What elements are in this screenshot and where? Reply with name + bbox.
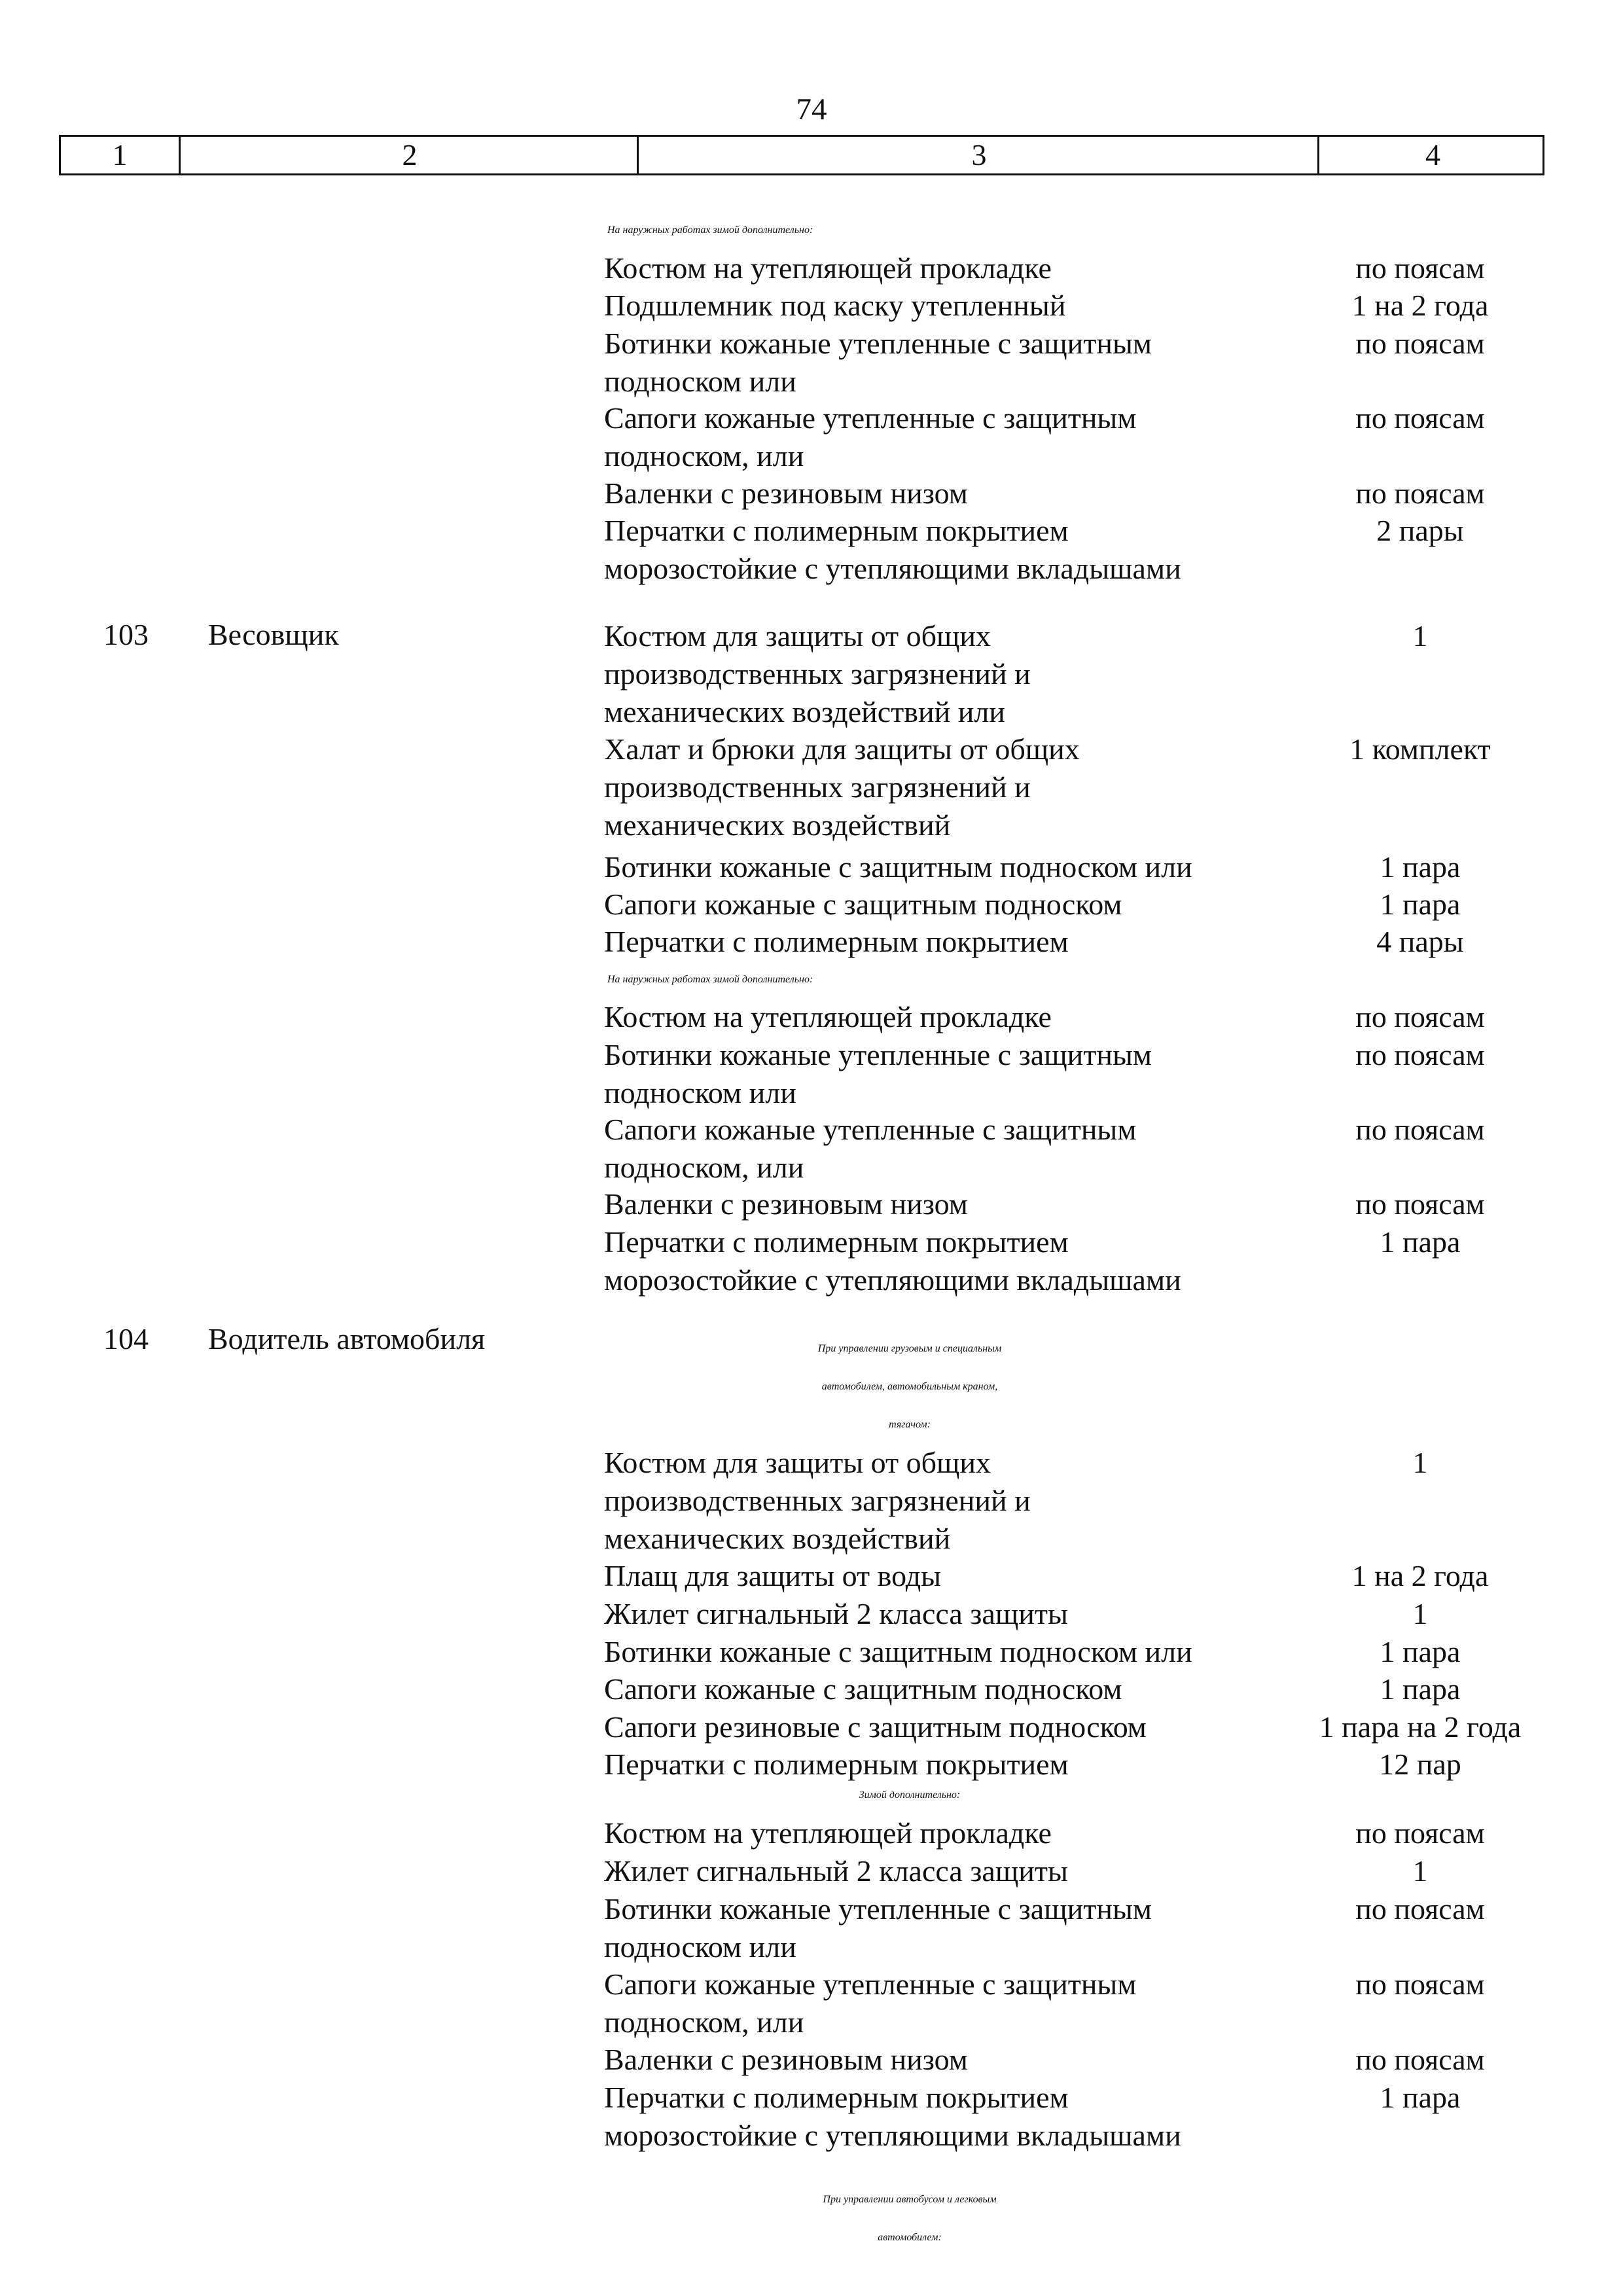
- item-name: [604, 1852, 1272, 1890]
- item-line: Перчатки с полимерным покрытием: [604, 514, 1069, 547]
- item-line: Ботинки кожаные утепленные с защитным: [604, 1038, 1152, 1071]
- item-name: [604, 287, 1272, 325]
- item-line: Валенки с резиновым низом: [604, 1187, 968, 1221]
- item-line: морозостойкие с утепляющими вкладышами: [604, 2119, 1181, 2152]
- item-quantity: 1 пара на 2 года: [1319, 1710, 1522, 1744]
- column-header-4: 4: [1317, 137, 1546, 173]
- item-name: [604, 886, 1272, 924]
- item-name: [604, 1111, 1272, 1187]
- item-line: Перчатки с полимерным покрытием: [604, 925, 1069, 958]
- item-quantity: 12 пар: [1379, 1748, 1461, 1781]
- item-quantity: по поясам: [1355, 1816, 1485, 1850]
- item-name: [604, 1746, 1272, 1784]
- section-heading: На наружных работах зимой дополнительно:: [607, 224, 813, 236]
- item-line: Костюм на утепляющей прокладке: [604, 251, 1052, 285]
- item-line: Костюм на утепляющей прокладке: [604, 1816, 1052, 1850]
- item-line: подноском, или: [604, 439, 804, 473]
- item-name: [604, 923, 1272, 961]
- item-line: Костюм для защиты от общих: [604, 619, 991, 653]
- item-quantity: 1: [1412, 1854, 1428, 1888]
- item-name: [604, 730, 1272, 844]
- item-name: [604, 1708, 1272, 1746]
- item-line: механических воздействий: [604, 1522, 951, 1555]
- item-line: морозостойкие с утепляющими вкладышами: [604, 1263, 1181, 1297]
- section-heading: автомобилем:: [878, 2232, 942, 2243]
- item-line: механических воздействий: [604, 808, 951, 842]
- item-quantity: по поясам: [1355, 1187, 1485, 1221]
- item-line: Валенки с резиновым низом: [604, 476, 968, 510]
- item-line: Сапоги кожаные с защитным подноском: [604, 1672, 1122, 1706]
- item-quantity: 1 пара: [1380, 1672, 1461, 1706]
- item-quantity: 1 на 2 года: [1351, 1559, 1489, 1592]
- item-quantity: по поясам: [1355, 2043, 1485, 2076]
- item-name: [604, 1670, 1272, 1708]
- item-line: Жилет сигнальный 2 класса защиты: [604, 1854, 1068, 1888]
- item-quantity: по поясам: [1355, 1038, 1485, 1071]
- item-quantity: по поясам: [1355, 251, 1485, 285]
- item-name: [604, 512, 1272, 588]
- profession-name: Водитель автомобиля: [208, 1322, 486, 1355]
- item-quantity: 2 пары: [1376, 514, 1464, 547]
- profession-number: 103: [103, 618, 149, 651]
- item-line: Сапоги кожаные утепленные с защитным: [604, 401, 1137, 435]
- item-quantity: по поясам: [1355, 476, 1485, 510]
- page-number: 74: [796, 92, 827, 126]
- item-line: подноском или: [604, 365, 796, 398]
- item-line: Ботинки кожаные с защитным подноском или: [604, 850, 1192, 884]
- item-name: [604, 249, 1272, 287]
- item-line: Ботинки кожаные утепленные с защитным: [604, 327, 1152, 360]
- item-quantity: по поясам: [1355, 1000, 1485, 1033]
- item-line: подноском или: [604, 1076, 796, 1109]
- item-line: подноском или: [604, 1930, 796, 1964]
- item-line: производственных загрязнений и: [604, 770, 1031, 804]
- section-heading: При управлении грузовым и специальным: [817, 1343, 1002, 1354]
- item-quantity: 4 пары: [1376, 925, 1464, 958]
- item-line: Костюм на утепляющей прокладке: [604, 1000, 1052, 1033]
- item-quantity: 1: [1412, 1597, 1428, 1630]
- section-heading: На наружных работах зимой дополнительно:: [607, 974, 813, 985]
- item-line: морозостойкие с утепляющими вкладышами: [604, 552, 1181, 585]
- item-quantity: по поясам: [1355, 1113, 1485, 1146]
- item-line: Валенки с резиновым низом: [604, 2043, 968, 2076]
- item-line: Костюм для защиты от общих: [604, 1446, 991, 1479]
- item-quantity: 1: [1412, 619, 1428, 653]
- item-line: Плащ для защиты от воды: [604, 1559, 942, 1592]
- item-name: [604, 399, 1272, 475]
- item-line: производственных загрязнений и: [604, 657, 1031, 691]
- item-quantity: по поясам: [1355, 1892, 1485, 1926]
- item-line: подноском, или: [604, 1151, 804, 1184]
- profession-name: Весовщик: [208, 618, 339, 651]
- item-name: [604, 1185, 1272, 1223]
- item-quantity: 1 на 2 года: [1351, 289, 1489, 322]
- item-quantity: 1 пара: [1380, 2081, 1461, 2114]
- item-line: Перчатки с полимерным покрытием: [604, 1225, 1069, 1259]
- item-line: подноском, или: [604, 2005, 804, 2039]
- item-line: Жилет сигнальный 2 класса защиты: [604, 1597, 1068, 1630]
- item-quantity: 1: [1412, 1446, 1428, 1479]
- item-name: [604, 1890, 1272, 1966]
- item-quantity: 1 комплект: [1349, 732, 1491, 766]
- column-header-row: [59, 135, 1544, 175]
- item-name: [604, 1595, 1272, 1633]
- item-quantity: 1 пара: [1380, 888, 1461, 921]
- column-header-3: 3: [637, 137, 1319, 173]
- item-line: Сапоги кожаные с защитным подноском: [604, 888, 1122, 921]
- section-heading: автомобилем, автомобильным краном,: [821, 1381, 998, 1392]
- item-line: Перчатки с полимерным покрытием: [604, 2081, 1069, 2114]
- item-quantity: по поясам: [1355, 401, 1485, 435]
- item-name: [604, 1965, 1272, 2041]
- item-quantity: по поясам: [1355, 327, 1485, 360]
- item-name: [604, 848, 1272, 886]
- item-name: [604, 1633, 1272, 1671]
- item-line: механических воздействий или: [604, 695, 1005, 728]
- section-heading: Зимой дополнительно:: [859, 1789, 961, 1801]
- item-quantity: по поясам: [1355, 1967, 1485, 2001]
- item-name: [604, 998, 1272, 1036]
- item-name: [604, 1444, 1272, 1558]
- item-name: [604, 475, 1272, 512]
- item-line: Сапоги резиновые с защитным подноском: [604, 1710, 1147, 1744]
- item-line: Перчатки с полимерным покрытием: [604, 1748, 1069, 1781]
- column-header-2: 2: [179, 137, 639, 173]
- item-line: Сапоги кожаные утепленные с защитным: [604, 1113, 1137, 1146]
- item-name: [604, 1814, 1272, 1852]
- item-line: Подшлемник под каску утепленный: [604, 289, 1066, 322]
- profession-number: 104: [103, 1322, 149, 1355]
- item-name: [604, 1223, 1272, 1299]
- item-quantity: 1 пара: [1380, 850, 1461, 884]
- item-name: [604, 1557, 1272, 1595]
- section-heading: При управлении автобусом и легковым: [823, 2194, 997, 2205]
- column-header-1: 1: [112, 138, 128, 171]
- item-line: Ботинки кожаные утепленные с защитным: [604, 1892, 1152, 1926]
- item-quantity: 1 пара: [1380, 1635, 1461, 1668]
- item-name: [604, 325, 1272, 401]
- item-line: Халат и брюки для защиты от общих: [604, 732, 1080, 766]
- item-name: [604, 617, 1272, 731]
- item-line: Ботинки кожаные с защитным подноском или: [604, 1635, 1192, 1668]
- item-quantity: 1 пара: [1380, 1225, 1461, 1259]
- section-heading: тягачом:: [889, 1419, 931, 1430]
- item-line: Сапоги кожаные утепленные с защитным: [604, 1967, 1137, 2001]
- item-line: производственных загрязнений и: [604, 1484, 1031, 1517]
- item-name: [604, 2079, 1272, 2155]
- item-name: [604, 2041, 1272, 2079]
- item-name: [604, 1036, 1272, 1112]
